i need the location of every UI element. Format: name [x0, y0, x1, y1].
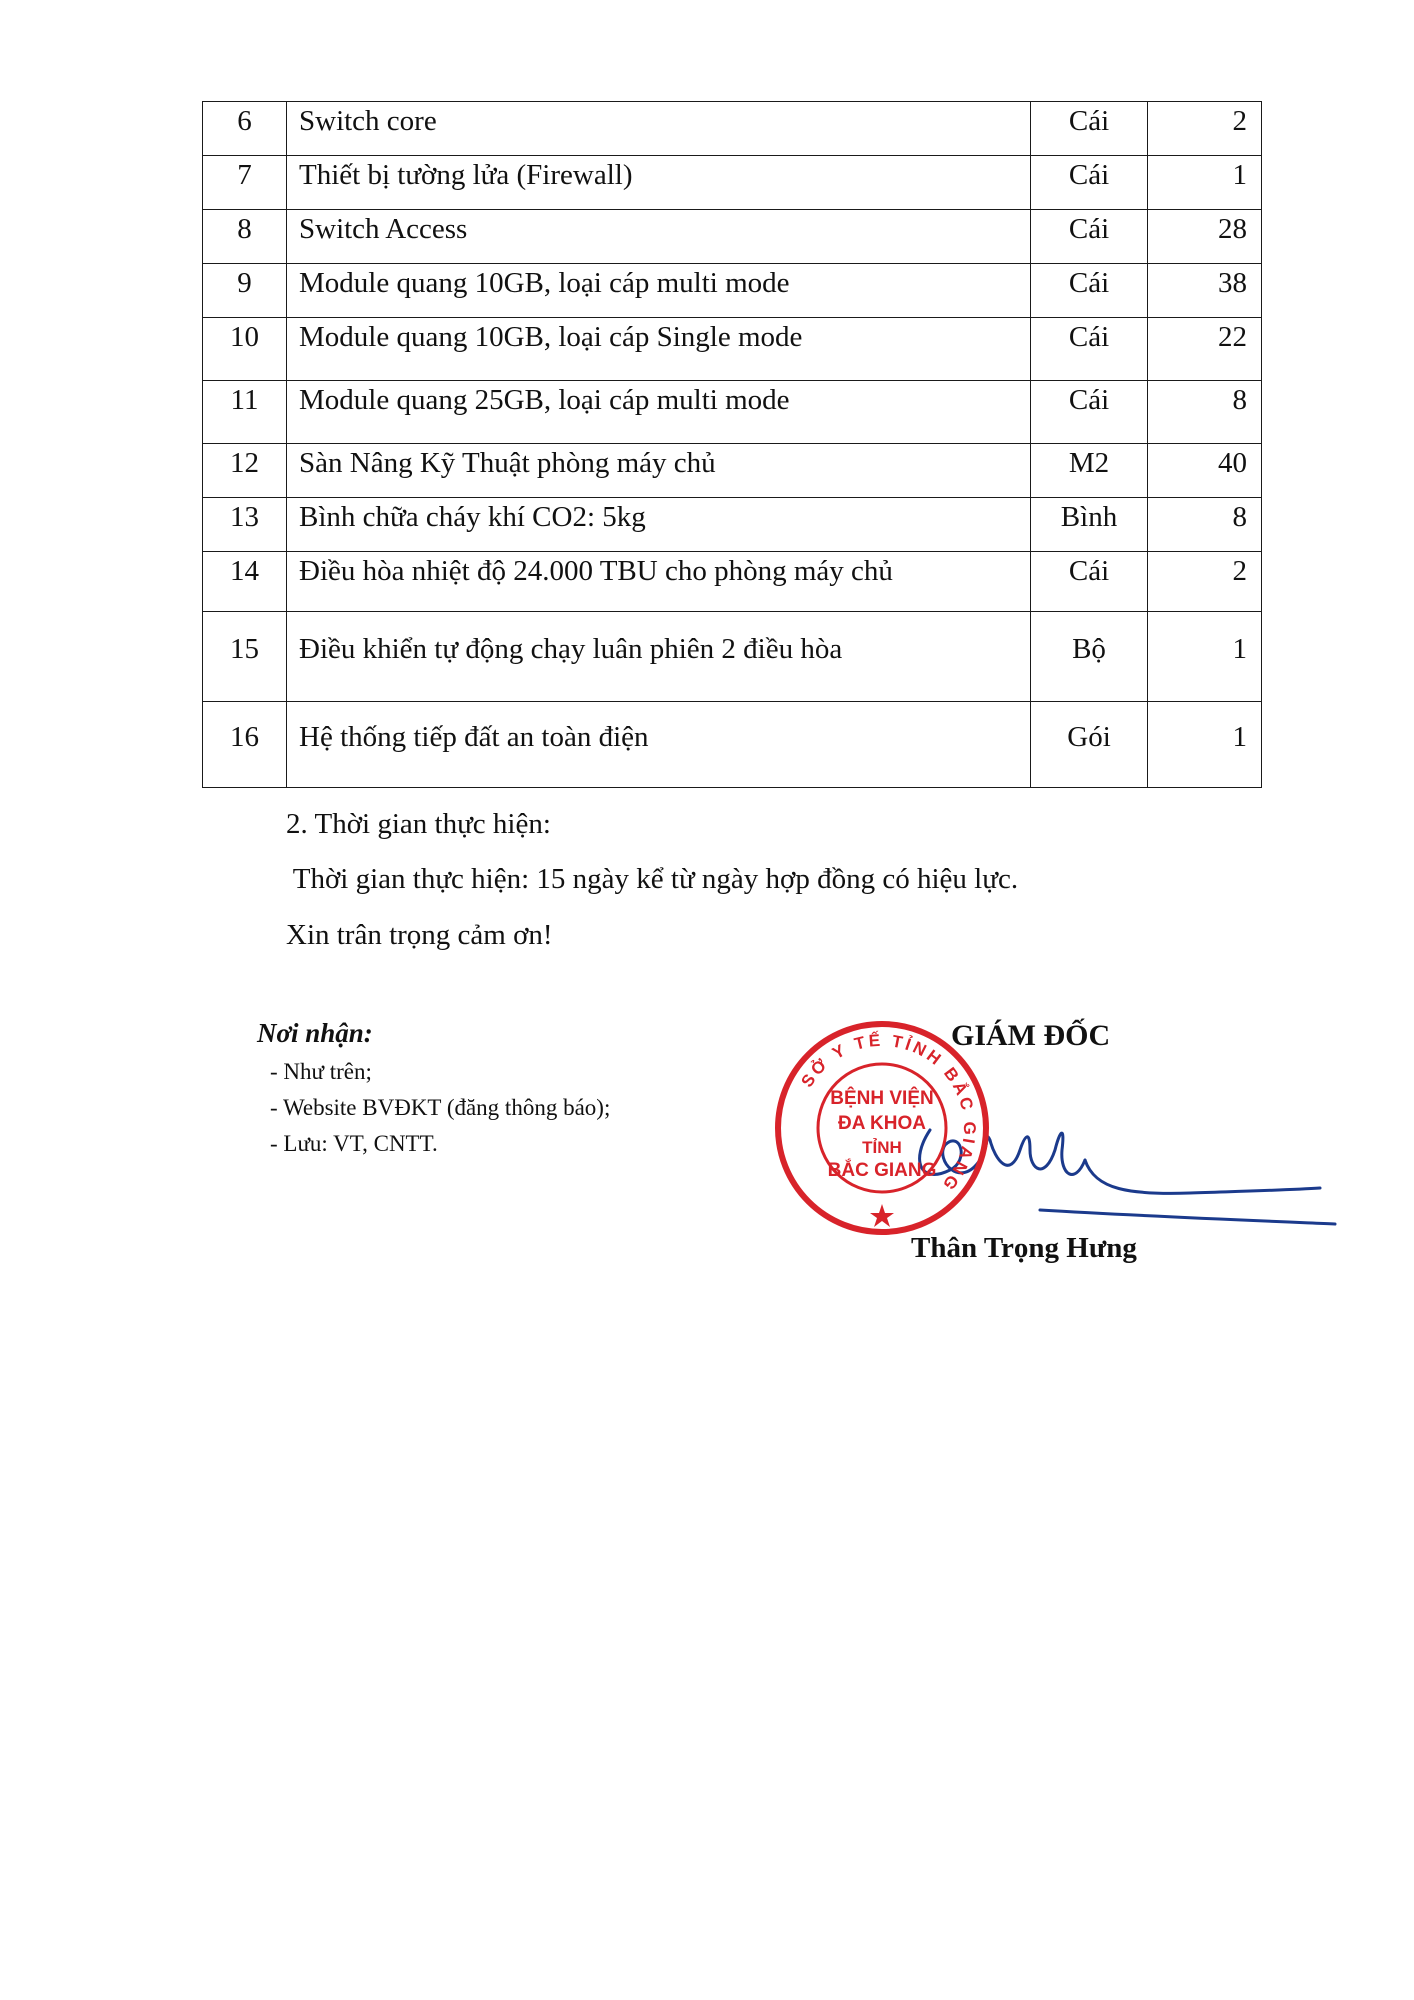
- item-name: Switch Access: [287, 210, 1031, 264]
- item-unit: Cái: [1031, 264, 1148, 318]
- item-unit: Cái: [1031, 552, 1148, 612]
- stamp-ring-text: SỞ Y TẾ TỈNH BẮC GIANG: [797, 1030, 980, 1196]
- table-row: [203, 264, 1262, 318]
- official-stamp: [774, 1020, 990, 1236]
- row-number: 10: [203, 318, 287, 381]
- stamp-center-line: TỈNH: [862, 1138, 902, 1157]
- item-name: Điều khiển tự động chạy luân phiên 2 điều hòa: [287, 612, 1031, 702]
- row-number: 11: [203, 381, 287, 444]
- row-number: 16: [203, 702, 287, 788]
- recipients-title: Nơi nhận:: [257, 1018, 373, 1048]
- stamp-center-line: ĐA KHOA: [838, 1113, 926, 1134]
- item-unit: M2: [1031, 444, 1148, 498]
- item-unit: Bình: [1031, 498, 1148, 552]
- table-row: [203, 210, 1262, 264]
- stamp-center-line: BẮC GIANG: [827, 1160, 937, 1181]
- item-unit: Cái: [1031, 102, 1148, 156]
- item-quantity: 40: [1148, 444, 1262, 498]
- item-unit: Cái: [1031, 210, 1148, 264]
- stamp-center-line: BỆNH VIỆN: [830, 1088, 934, 1109]
- row-number: 7: [203, 156, 287, 210]
- row-number: 8: [203, 210, 287, 264]
- item-name: Module quang 10GB, loại cáp multi mode: [287, 264, 1031, 318]
- section-text: Thời gian thực hiện: 15 ngày kể từ ngày hợp đồng có hiệu lực.: [286, 863, 1019, 895]
- table-row: [203, 381, 1262, 444]
- row-number: 9: [203, 264, 287, 318]
- row-number: 12: [203, 444, 287, 498]
- item-quantity: 2: [1148, 102, 1262, 156]
- recipient-item: - Lưu: VT, CNTT.: [270, 1131, 438, 1156]
- item-quantity: 1: [1148, 612, 1262, 702]
- item-name: Bình chữa cháy khí CO2: 5kg: [287, 498, 1031, 552]
- item-quantity: 8: [1148, 381, 1262, 444]
- signature-title: GIÁM ĐỐC: [951, 1019, 1111, 1052]
- item-unit: Cái: [1031, 381, 1148, 444]
- table-row: [203, 318, 1262, 381]
- table-row: [203, 102, 1262, 156]
- table-row: [203, 552, 1262, 612]
- row-number: 15: [203, 612, 287, 702]
- item-unit: Gói: [1031, 702, 1148, 788]
- closing-text: Xin trân trọng cảm ơn!: [286, 919, 553, 951]
- item-name: Switch core: [287, 102, 1031, 156]
- item-quantity: 8: [1148, 498, 1262, 552]
- equipment-table: [202, 101, 1262, 788]
- star-icon: [870, 1204, 894, 1227]
- item-unit: Cái: [1031, 318, 1148, 381]
- item-quantity: 22: [1148, 318, 1262, 381]
- table-row: [203, 498, 1262, 552]
- item-name: Sàn Nâng Kỹ Thuật phòng máy chủ: [287, 444, 1031, 498]
- item-name: Module quang 25GB, loại cáp multi mode: [287, 381, 1031, 444]
- section-heading: 2. Thời gian thực hiện:: [286, 808, 551, 840]
- row-number: 13: [203, 498, 287, 552]
- table-row: [203, 702, 1262, 788]
- recipient-item: - Như trên;: [270, 1059, 372, 1084]
- item-name: Hệ thống tiếp đất an toàn điện: [287, 702, 1031, 788]
- signer-name: Thân Trọng Hưng: [911, 1232, 1137, 1264]
- row-number: 6: [203, 102, 287, 156]
- item-name: Module quang 10GB, loại cáp Single mode: [287, 318, 1031, 381]
- table-row: [203, 156, 1262, 210]
- item-name: Thiết bị tường lửa (Firewall): [287, 156, 1031, 210]
- table-row: [203, 612, 1262, 702]
- table-row: [203, 444, 1262, 498]
- item-quantity: 1: [1148, 156, 1262, 210]
- item-quantity: 28: [1148, 210, 1262, 264]
- item-unit: Cái: [1031, 156, 1148, 210]
- item-quantity: 1: [1148, 702, 1262, 788]
- item-unit: Bộ: [1031, 612, 1148, 702]
- item-quantity: 2: [1148, 552, 1262, 612]
- item-name: Điều hòa nhiệt độ 24.000 TBU cho phòng máy chủ: [287, 552, 1031, 612]
- item-quantity: 38: [1148, 264, 1262, 318]
- recipient-item: - Website BVĐKT (đăng thông báo);: [270, 1095, 611, 1120]
- row-number: 14: [203, 552, 287, 612]
